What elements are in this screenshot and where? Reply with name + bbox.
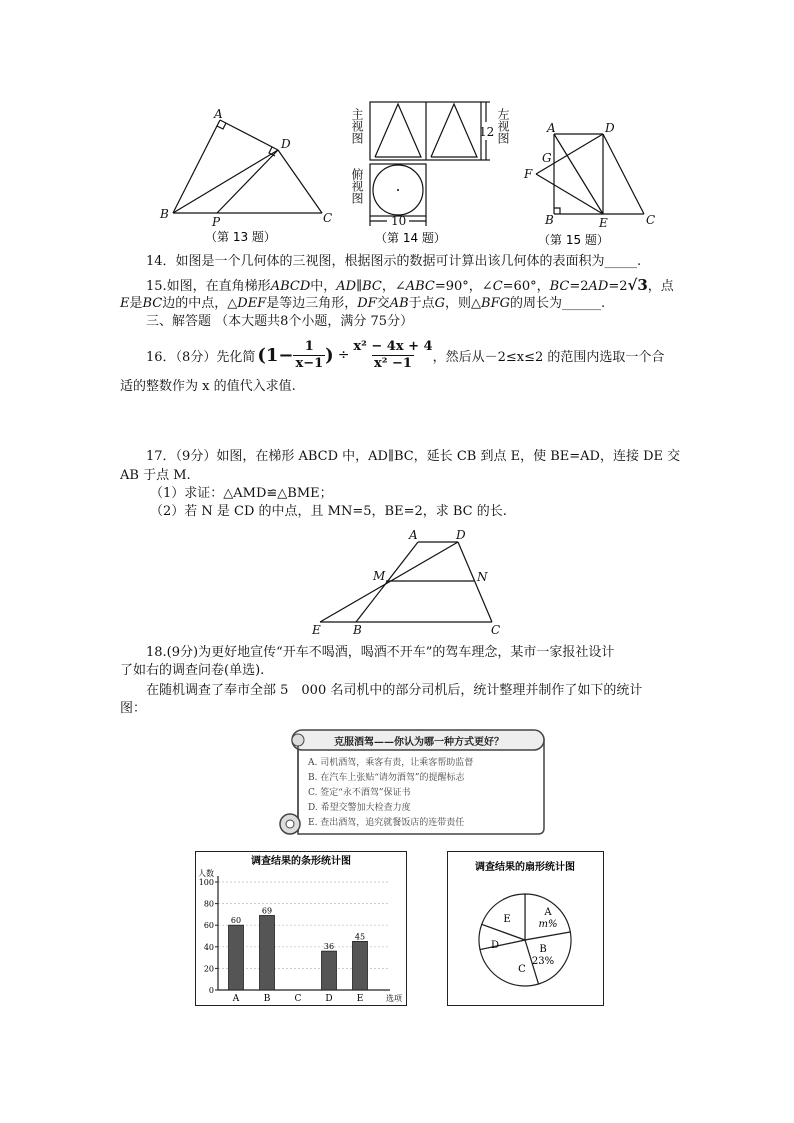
q15-text: 是: [129, 296, 143, 311]
fig14-front-view-label: 主视图: [350, 108, 364, 144]
fig15-edge-dc: [603, 134, 644, 214]
fig13-edge-dc: [278, 150, 322, 213]
fig15-label-d: D: [605, 121, 615, 135]
q16-paren-open: (1−: [257, 344, 294, 366]
pie-slice-value-a: m%: [538, 919, 558, 930]
q14-line: [146, 253, 641, 271]
bar-category-label-d: D: [325, 994, 333, 1004]
q15-text: 中，: [310, 279, 337, 294]
q18-line3: 在随机调查了奉市全部 5 000 名司机中的部分司机后，统计整理并制作了如下的统计: [146, 683, 643, 698]
q16-fraction-1: [293, 339, 325, 372]
fig15-label-c: C: [646, 213, 656, 227]
fig17-label-a: A: [409, 528, 418, 542]
q15-var: BC: [142, 296, 163, 311]
bar-chart: [196, 852, 406, 1005]
q15-text: 于点: [408, 296, 435, 311]
q15-var: G: [434, 296, 446, 311]
q14-end: .: [637, 254, 642, 269]
bar-chart-ytick-label: 80: [203, 899, 214, 909]
q16-fraction-2: [353, 339, 432, 372]
q16-suffix: ，然后从－2≤x≤2 的范围内选取一个合: [432, 349, 665, 365]
bar-chart-ytick-label: 0: [208, 986, 214, 995]
q15-text: =2: [569, 279, 589, 294]
questionnaire-option-d: D. 希望交警加大检查力度: [308, 803, 411, 813]
q16-line1: [146, 335, 664, 375]
q15-line2: [120, 295, 605, 313]
fig15-right-angle-b: [554, 208, 560, 214]
q15-blank: ______: [562, 296, 602, 311]
questionnaire-card: [276, 728, 548, 840]
pie-slice-label-c: C: [518, 964, 526, 975]
bar-value-label-d: 36: [323, 942, 335, 952]
figure-14: [345, 100, 520, 250]
fig17-label-c: C: [491, 623, 501, 637]
fig15-label-g: G: [542, 151, 552, 165]
fig17-label-m: M: [373, 569, 386, 583]
fig15-edge-ae: [554, 134, 603, 214]
fig14-left-triangle: [431, 104, 477, 157]
fig15-label-f: F: [524, 167, 533, 181]
q16-paren-close: ): [325, 344, 334, 366]
fig13-edge-ad: [220, 120, 278, 150]
bar-chart-ytick-label: 40: [203, 942, 214, 952]
q15-text: =90°，∠: [434, 279, 493, 294]
q16-divide-sign: ÷: [337, 347, 350, 363]
figure-17: [310, 526, 510, 638]
q17-part2: （2）若 N 是 CD 的中点，且 MN=5，BE=2，求 BC 的长.: [150, 504, 507, 519]
bar-b: [260, 915, 275, 990]
fig17-label-n: N: [477, 570, 488, 584]
q15-var: E: [120, 296, 130, 311]
pie-slice-label-d: D: [490, 940, 500, 951]
q15-var: BC: [549, 279, 570, 294]
q15-text: =60°，: [502, 279, 550, 294]
pie-slice-label-a: A: [544, 907, 552, 918]
fig14-circle-center: [397, 189, 399, 191]
fig13-label-b: B: [160, 207, 169, 221]
q16-frac1-numerator: 1: [304, 338, 314, 354]
q16-frac2-numerator: x² − 4x + 4: [353, 338, 433, 354]
fig14-front-triangle: [375, 104, 421, 157]
questionnaire-option-a: A. 司机酒驾，乘客有责，让乘客帮助监督: [308, 758, 474, 768]
fig17-edge-ed: [320, 542, 458, 622]
fig13-label-p: P: [212, 215, 221, 229]
q16-line2: 适的整数作为 x 的值代入求值.: [120, 379, 296, 394]
q15-text: 边的中点，△: [162, 296, 238, 311]
q17-line2: AB 于点 M.: [120, 468, 191, 483]
fig15-edge-fe: [536, 174, 603, 214]
q15-var: ABC: [405, 279, 435, 294]
q15-line1: [146, 276, 674, 296]
fig14-width-label: 10: [391, 214, 407, 228]
fig14-height-label: 12: [479, 125, 495, 139]
q16-frac2-denominator: x² −1: [374, 355, 412, 371]
bar-category-label-b: B: [263, 994, 271, 1004]
q15-var: BFG: [481, 296, 511, 311]
bar-chart-ytick-label: 60: [203, 921, 214, 931]
fig17-edge-ab: [356, 542, 418, 622]
q15-text: =2: [608, 279, 628, 294]
q15-text: ，点: [647, 279, 674, 294]
bar-chart-xlabel: 选项: [386, 994, 402, 1003]
q15-sqrt3: √3: [627, 276, 648, 294]
fig13-label-a: A: [214, 107, 223, 121]
bar-a: [229, 925, 244, 990]
q17-line1: 17．（9分）如图，在梯形 ABCD 中，AD∥BC，延长 CB 到点 E，使 BE=AD，连接 DE 交: [146, 449, 681, 464]
questionnaire-options: [308, 756, 473, 831]
bar-chart-ytick-label: 20: [203, 964, 214, 974]
section-3-heading: 三、解答题 （本大题共8个小题，满分 75分）: [146, 314, 414, 329]
q15-var: AD∥BC: [336, 279, 382, 294]
fig17-label-d: D: [456, 528, 466, 542]
q15-var: ABCD: [270, 279, 311, 294]
figure-13: [150, 105, 350, 245]
fig13-label-d: D: [281, 137, 291, 151]
q15-var: C: [492, 279, 503, 294]
fig13-caption: （第 13 题）: [205, 230, 276, 244]
fig17-label-e: E: [312, 623, 321, 637]
q14-blank: _____: [604, 254, 638, 269]
questionnaire-title: 克服酒驾——你认为哪一种方式更好？: [334, 737, 504, 748]
q15-text: 交: [376, 296, 390, 311]
q18-line1: 18.(9分)为更好地宣传“开车不喝酒，喝酒不开车”的驾车理念，某市一家报社设计: [146, 645, 615, 660]
fig15-label-e: E: [599, 216, 608, 230]
q15-text: ，∠: [381, 279, 406, 294]
questionnaire-option-c: C. 签定“永不酒驾”保证书: [308, 788, 411, 798]
bar-chart-panel: [195, 851, 407, 1006]
fig14-left-view-label: 左视图: [496, 108, 510, 144]
questionnaire-option-e: E. 查出酒驾，追究就餐饭店的连带责任: [308, 818, 465, 828]
bar-chart-ytick-label: 100: [198, 878, 214, 887]
fig14-top-view-label: 俯视图: [350, 168, 364, 204]
q15-var: DF: [357, 296, 377, 311]
q18-line2: 了如右的调查问卷(单选).: [120, 663, 265, 678]
fig15-label-a: A: [547, 121, 556, 135]
pie-slice-label-b: B: [539, 944, 547, 955]
q17-part1: （1）求证：△AMD≌△BME；: [150, 486, 333, 501]
q15-var: DEF: [237, 296, 267, 311]
bar-category-label-e: E: [356, 994, 364, 1004]
figure-15: [520, 120, 670, 250]
pie-chart-title: 调查结果的扇形统计图: [475, 862, 575, 873]
bar-value-label-b: 69: [261, 906, 273, 916]
pie-slice-label-e: E: [503, 914, 511, 925]
q18-line4: 图：: [120, 701, 147, 716]
bar-category-label-c: C: [294, 994, 302, 1004]
bar-chart-ylabel: 人数: [198, 869, 214, 878]
bar-chart-title: 调查结果的条形统计图: [251, 856, 351, 867]
fig14-caption: （第 14 题）: [375, 231, 446, 245]
q14-text: 14．如图是一个几何体的三视图，根据图示的数据可计算出该几何体的表面积为: [146, 254, 605, 269]
bar-value-label-a: 60: [230, 916, 242, 926]
q15-var: AD: [588, 279, 609, 294]
fig17-label-b: B: [353, 623, 362, 637]
fig13-label-c: C: [323, 211, 333, 225]
q15-text: .: [601, 296, 606, 311]
q15-text: 15.如图，在直角梯形: [146, 279, 271, 294]
q15-text: 是等边三角形，: [266, 296, 358, 311]
questionnaire-option-b: B. 在汽车上张贴“请勿酒驾”的提醒标志: [308, 773, 465, 783]
fig15-caption: （第 15 题）: [538, 233, 609, 247]
bar-e: [353, 941, 368, 990]
bar-category-label-a: A: [232, 994, 240, 1004]
bar-value-label-e: 45: [354, 932, 366, 942]
pie-chart: [448, 852, 603, 1005]
q16-prefix: 16．（8分）先化简: [146, 349, 256, 365]
pie-chart-panel: [447, 851, 604, 1006]
q16-frac1-denominator: x−1: [295, 355, 324, 371]
fig15-label-b: B: [545, 213, 554, 227]
q15-text: 的周长为: [510, 296, 563, 311]
q15-var: AB: [389, 296, 409, 311]
bar-d: [322, 951, 337, 990]
pie-slice-value-b: 23%: [531, 956, 555, 967]
q15-text: ，则△: [445, 296, 482, 311]
